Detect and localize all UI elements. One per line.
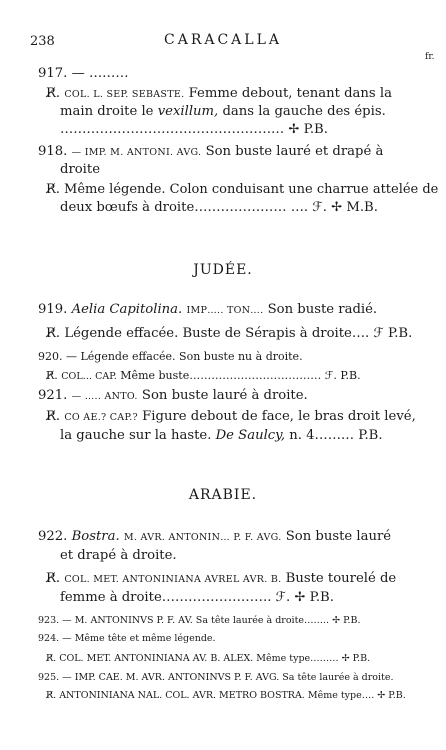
- entry-922-line-3: R̸. COL. MET. ANTONINIANA AVREL AVR. B. Buste tourelé de: [46, 571, 397, 586]
- entry-921-line-3: la gauche sur la haste. De Saulcy, n. 4……… P.B.: [60, 428, 383, 443]
- entry-925-line-1: 925. — IMP. CAE. M. AVR. ANTONINVS P. F. AVG. Sa tête laurée à droite.: [38, 672, 394, 683]
- margin-note: fr.: [425, 52, 435, 62]
- entry-925-line-2: R̸. ANTONINIANA NAL. COL. AVR. METRO BOSTRA. Même type…. ✢ P.B.: [46, 690, 406, 701]
- entry-921-line-2: R̸. CO AE.? CAP.? Figure debout de face, le bras droit levé,: [46, 409, 416, 424]
- section-heading-arabie: ARABIE.: [188, 487, 258, 503]
- entry-918-line-1: 918. — IMP. M. ANTONI. AVG. Son buste lauré et drapé à: [38, 144, 384, 159]
- entry-918-line-2: droite: [60, 162, 101, 177]
- entry-921-line-1: 921. — ….. ANTO. Son buste lauré à droite.: [38, 388, 308, 403]
- entry-922-line-2: et drapé à droite.: [60, 548, 177, 563]
- entry-917-line-4: …………………………………………… ✢ P.B.: [60, 122, 328, 137]
- entry-918-line-4: deux bœufs à droite………………… …. ℱ. ✢ M.B.: [60, 200, 378, 215]
- entry-919-line-2: R̸. Légende effacée. Buste de Sérapis à droite…. ℱ P.B.: [46, 326, 413, 341]
- entry-924-line-1: 924. — Même tête et même légende.: [38, 633, 216, 644]
- running-title: CARACALLA: [164, 32, 282, 48]
- entry-922-line-4: femme à droite……………………. ℱ. ✢ P.B.: [60, 590, 334, 605]
- entry-922-line-1: 922. Bostra. M. AVR. ANTONIN… P. F. AVG. Son buste lauré: [38, 529, 392, 544]
- entry-917-line-2: R̸. COL. L. SEP. SEBASTE. Femme debout, tenant dans la: [46, 86, 392, 101]
- entry-924-line-2: R̸. COL. MET. ANTONINIANA AV. B. ALEX. Même type……… ✢ P.B.: [46, 653, 371, 664]
- entry-919-line-1: 919. Aelia Capitolina. IMP….. TON…. Son buste radié.: [38, 302, 378, 317]
- entry-920-line-1: 920. — Légende effacée. Son buste nu à droite.: [38, 350, 303, 363]
- page-number: 238: [30, 34, 55, 49]
- section-heading-judee: JUDÉE.: [193, 262, 253, 278]
- entry-923-line: 923. — M. ANTONINVS P. F. AV. Sa tête laurée à droite…….. ✢ P.B.: [38, 615, 361, 626]
- entry-917-line-1: 917. — ………: [38, 66, 129, 81]
- entry-917-line-3: main droite le vexillum, dans la gauche des épis.: [60, 104, 386, 119]
- entry-918-line-3: R̸. Même légende. Colon conduisant une charrue attelée de: [46, 182, 439, 197]
- entry-920-line-2: R̸. COL… CAP. Même buste……………………………… ℱ. P.B.: [46, 369, 361, 382]
